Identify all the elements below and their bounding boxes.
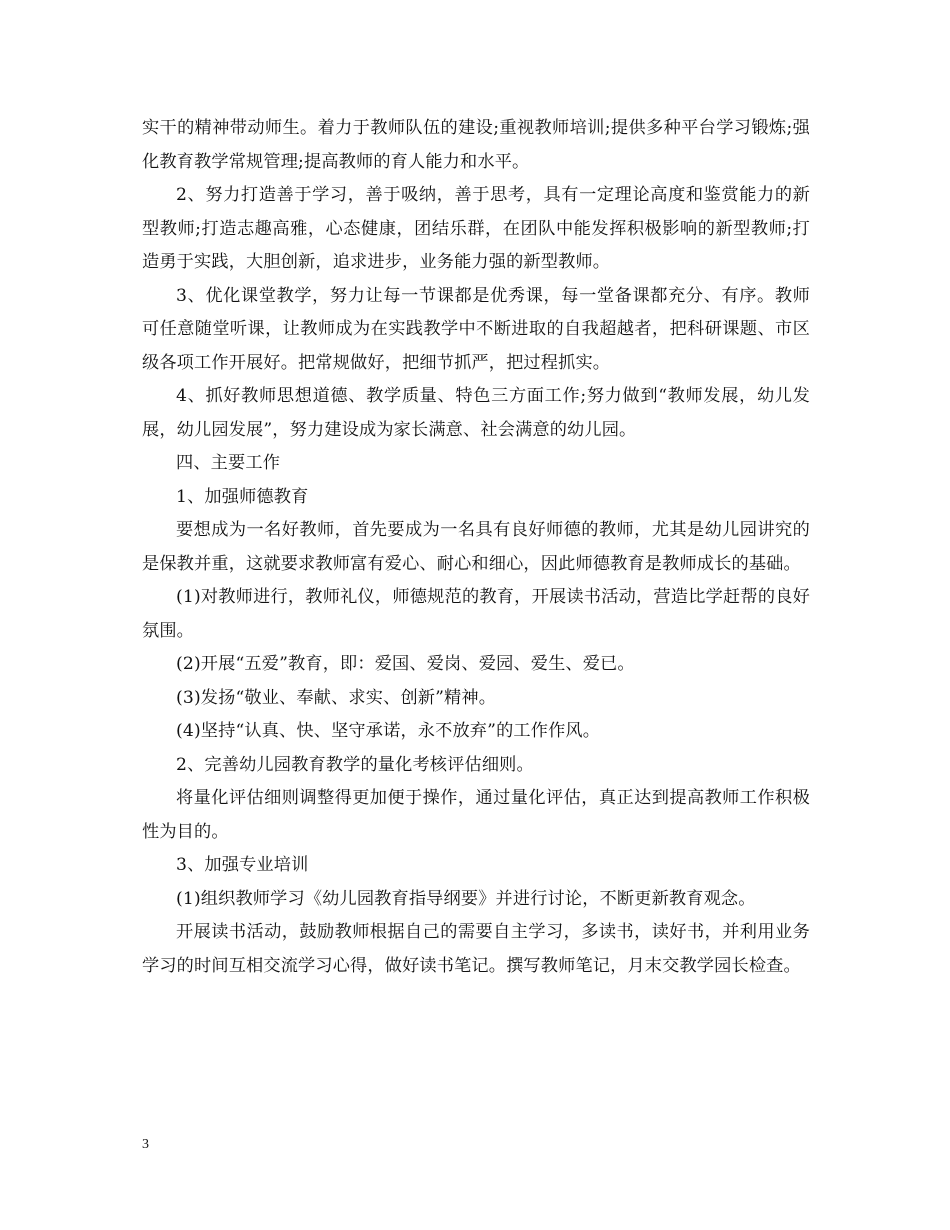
list-item: (4)坚持“认真、快、坚守承诺，永不放弃”的工作作风。: [176, 721, 601, 741]
subsection-heading: 2、完善幼儿园教育教学的量化考核评估细则。: [176, 754, 534, 775]
section-heading: 四、主要工作: [176, 453, 281, 473]
list-item: (1)对教师进行，教师礼仪，师德规范的教育，开展读书活动，营造比学赶帮的良好氛围。: [142, 587, 810, 641]
paragraph: 实干的精神带动师生。着力于教师队伍的建设;重视教师培训;提供多种平台学习锻炼;强化教育教学常规管理;提高教师的育人能力和水平。: [142, 118, 810, 172]
list-item: (1)组织教师学习《幼儿园教育指导纲要》并进行讨论，不断更新教育观念。: [176, 888, 756, 909]
paragraph: 开展读书活动，鼓励教师根据自己的需要自主学习，多读书，读好书，并利用业务学习的时间互相交流学习心得，做好读书笔记。撰写教师笔记，月末交教学园长检查。: [142, 922, 810, 976]
subsection-heading: 1、加强师德教育: [176, 486, 309, 507]
subsection-heading: 3、加强专业培训: [176, 855, 309, 875]
list-item: (2)开展“五爱”教育，即：爱国、爱岗、爱园、爱生、爱已。: [176, 654, 635, 674]
paragraph: 将量化评估细则调整得更加便于操作，通过量化评估，真正达到提高教师工作积极性为目的。: [142, 788, 810, 842]
list-item: (3)发扬“敬业、奉献、求实、创新”精神。: [176, 687, 497, 708]
page-number: 3: [142, 1137, 149, 1152]
document-body: [142, 112, 810, 983]
paragraph: 4、抓好教师思想道德、教学质量、特色三方面工作;努力做到“教师发展，幼儿发展，幼儿园发展”，努力建设成为家长满意、社会满意的幼儿园。: [142, 386, 810, 440]
paragraph: 要想成为一名好教师，首先要成为一名具有良好师德的教师，尤其是幼儿园讲究的是保教并重，这就要求教师富有爱心、耐心和细心，因此师德教育是教师成长的基础。: [142, 520, 810, 574]
paragraph: 3、优化课堂教学，努力让每一节课都是优秀课，每一堂备课都充分、有序。教师可任意随堂听课，让教师成为在实践教学中不断进取的自我超越者，把科研课题、市区级各项工作开展好。把常规做好，把细节抓严，把过程抓实。: [142, 285, 810, 373]
paragraph: 2、努力打造善于学习，善于吸纳，善于思考，具有一定理论高度和鉴赏能力的新型教师;打造志趣高雅，心态健康，团结乐群，在团队中能发挥积极影响的新型教师;打造勇于实践，大胆创新，追求进步，业务能力强的新型教师。: [142, 185, 810, 272]
